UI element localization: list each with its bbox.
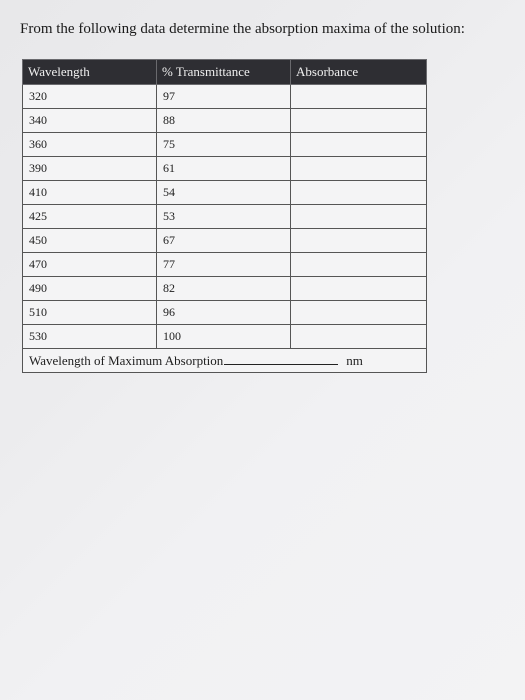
cell-transmittance: 77 bbox=[157, 253, 291, 277]
answer-blank-line[interactable] bbox=[224, 352, 338, 365]
table-row bbox=[23, 253, 427, 277]
cell-absorbance[interactable] bbox=[291, 85, 427, 109]
table-row bbox=[23, 205, 427, 229]
cell-transmittance: 75 bbox=[157, 133, 291, 157]
table-row bbox=[23, 277, 427, 301]
cell-wavelength: 470 bbox=[23, 253, 157, 277]
cell-transmittance: 88 bbox=[157, 109, 291, 133]
cell-wavelength: 340 bbox=[23, 109, 157, 133]
unit-label: nm bbox=[346, 353, 363, 368]
cell-wavelength: 450 bbox=[23, 229, 157, 253]
table-header-row bbox=[23, 60, 427, 85]
table-row bbox=[23, 157, 427, 181]
cell-transmittance: 67 bbox=[157, 229, 291, 253]
cell-absorbance[interactable] bbox=[291, 181, 427, 205]
question-prompt: From the following data determine the absorption maxima of the solution: bbox=[20, 21, 465, 37]
table-row bbox=[23, 229, 427, 253]
cell-absorbance[interactable] bbox=[291, 301, 427, 325]
cell-transmittance: 61 bbox=[157, 157, 291, 181]
table-row bbox=[23, 181, 427, 205]
max-absorption-row bbox=[23, 349, 427, 373]
cell-transmittance: 82 bbox=[157, 277, 291, 301]
cell-transmittance: 54 bbox=[157, 181, 291, 205]
cell-absorbance[interactable] bbox=[291, 157, 427, 181]
cell-wavelength: 425 bbox=[23, 205, 157, 229]
cell-absorbance[interactable] bbox=[291, 277, 427, 301]
cell-wavelength: 510 bbox=[23, 301, 157, 325]
cell-wavelength: 410 bbox=[23, 181, 157, 205]
cell-transmittance: 53 bbox=[157, 205, 291, 229]
table-row bbox=[23, 85, 427, 109]
max-absorption-cell bbox=[23, 349, 427, 373]
header-absorbance: Absorbance bbox=[291, 60, 427, 85]
cell-transmittance: 97 bbox=[157, 85, 291, 109]
cell-absorbance[interactable] bbox=[291, 133, 427, 157]
cell-wavelength: 490 bbox=[23, 277, 157, 301]
cell-wavelength: 390 bbox=[23, 157, 157, 181]
cell-absorbance[interactable] bbox=[291, 325, 427, 349]
table-row bbox=[23, 325, 427, 349]
header-transmittance: % Transmittance bbox=[157, 60, 291, 85]
table-row bbox=[23, 109, 427, 133]
table-row bbox=[23, 133, 427, 157]
cell-transmittance: 96 bbox=[157, 301, 291, 325]
cell-absorbance[interactable] bbox=[291, 229, 427, 253]
absorbance-data-table bbox=[22, 59, 427, 373]
cell-wavelength: 530 bbox=[23, 325, 157, 349]
cell-absorbance[interactable] bbox=[291, 205, 427, 229]
max-absorption-label: Wavelength of Maximum Absorption bbox=[29, 353, 224, 368]
cell-absorbance[interactable] bbox=[291, 253, 427, 277]
header-wavelength: Wavelength bbox=[23, 60, 157, 85]
cell-wavelength: 320 bbox=[23, 85, 157, 109]
cell-transmittance: 100 bbox=[157, 325, 291, 349]
cell-absorbance[interactable] bbox=[291, 109, 427, 133]
cell-wavelength: 360 bbox=[23, 133, 157, 157]
table-row bbox=[23, 301, 427, 325]
